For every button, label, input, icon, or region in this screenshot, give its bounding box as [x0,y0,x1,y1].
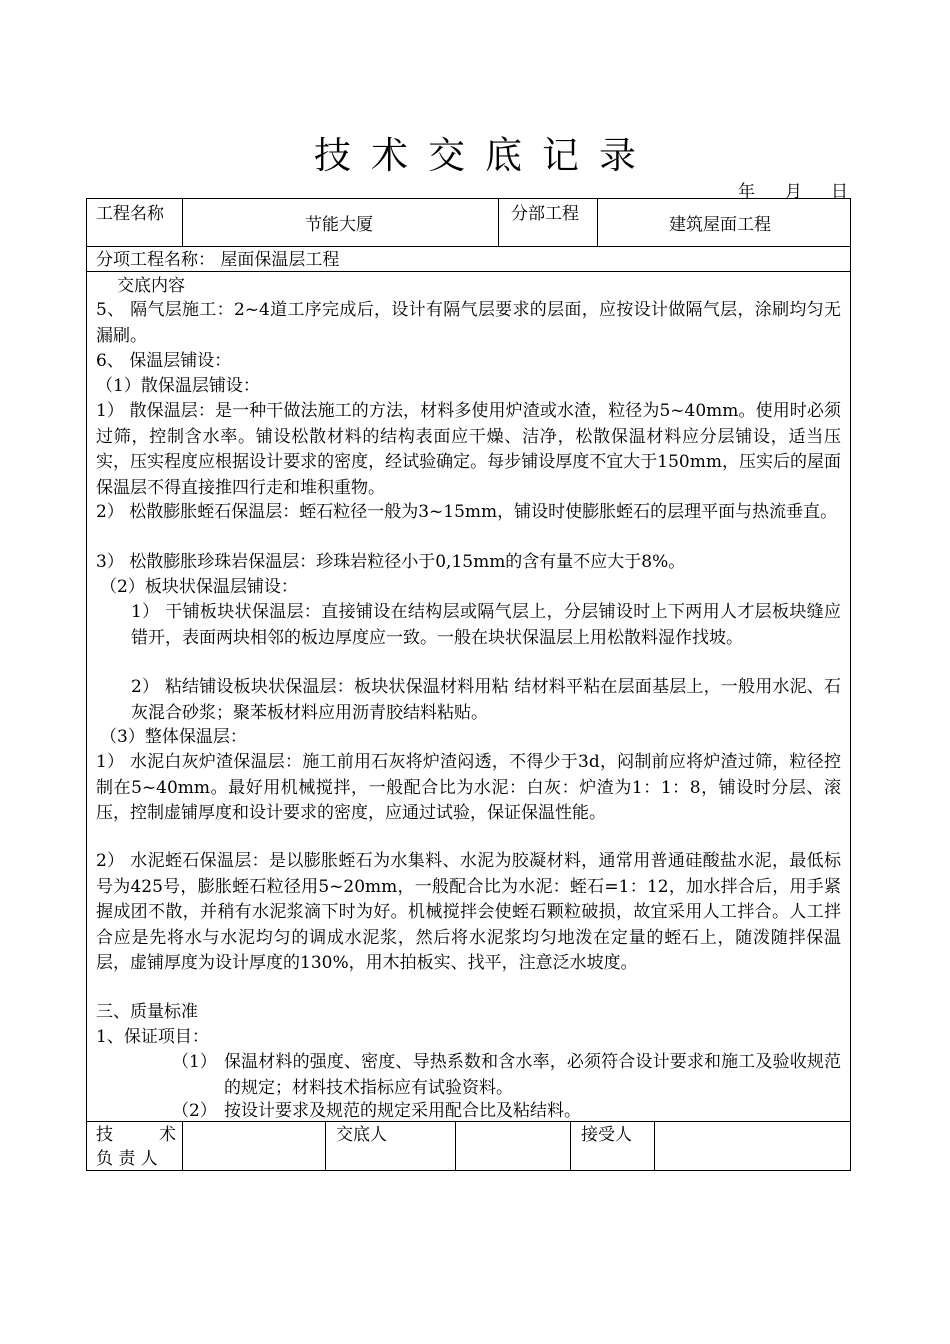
loose-insulation-1: 1） 散保温层：是一种干做法施工的方法，材料多使用炉渣或水渣，粒径为5~40mm。使用时必须过筛，控制含水率。铺设松散材料的结构表面应干燥、洁净，松散保温材料应分层铺设，适当压实，压实程度应根据设计要求的密度，经试验确定。每步铺设厚度不宜大于150mm，压实后的屋面保温层不得直接推四行走和堆积重物。 [96,401,841,498]
section-board-insulation: （2）板块状保温层铺设： [100,577,298,597]
record-table [86,198,851,1171]
tech-lead-label-3: 负 责 人 [96,1149,158,1169]
guarantee-2-number: （2） [172,1101,217,1121]
guarantee-items: 1、保证项目： [96,1027,209,1047]
date-month: 月 [785,182,802,202]
section-loose-insulation: （1）散保温层铺设： [96,376,260,396]
section-monolithic-insulation: （3）整体保温层： [100,727,247,747]
board-insulation-1: 1） 干铺板块状保温层：直接铺设在结构层或隔气层上，分层铺设时上下两用人才层板块缝应错开，表面两块相邻的板边厚度应一致。一般在块状保温层上用松散料湿作找坡。 [131,602,841,648]
division-value: 建筑屋面工程 [669,215,771,235]
division-label: 分部工程 [511,204,579,224]
guarantee-1: 保温材料的强度、密度、导热系数和含水率，必须符合设计要求和施工及验收规范的规定；材料技术指标应有试验资料。 [224,1052,841,1098]
board-insulation-2: 2） 粘结铺设板块状保温层：板块状保温材料用粘 结材料平粘在层面基层上，一般用水泥、石灰混合砂浆；聚苯板材料应用沥青胶结料粘贴。 [131,677,841,723]
monolithic-insulation-2: 2） 水泥蛭石保温层：是以膨胀蛭石为水集料、水泥为胶凝材料，通常用普通硅酸盐水泥，最低标号为425号，膨胀蛭石粒径用5~20mm，一般配合比为水泥：蛭石=1：12，加水拌合后，用手紧握成团不散，并稍有水泥浆滴下时为好。机械搅拌会使蛭石颗粒破损，故宜采用人工拌合。人工拌合应是先将水与水泥均匀的调成水泥浆，然后将水泥浆均匀地泼在定量的蛭石上，随泼随拌保温层，虚铺厚度为设计厚度的130%，用木拍板实、找平，注意泛水坡度。 [96,851,841,973]
loose-insulation-3: 3） 松散膨胀珍珠岩保温层：珍珠岩粒径小于0,15mm的含有量不应大于8%。 [96,552,686,572]
guarantee-2: 按设计要求及规范的规定采用配合比及粘结料。 [224,1101,581,1121]
document-title: 技术交底记录 [314,134,656,177]
subitem-name: 分项工程名称： 屋面保温层工程 [96,250,340,270]
discloser-label: 交底人 [336,1125,387,1145]
date-day: 日 [831,182,848,202]
receiver-label: 接受人 [581,1125,632,1145]
date-year: 年 [738,182,755,202]
content-heading: 交底内容 [117,276,185,296]
loose-insulation-2: 2） 松散膨胀蛭石保温层：蛭石粒径一般为3~15mm，铺设时使膨胀蛭石的层理平面与热流垂直。 [96,502,838,522]
tech-lead-label-2: 术 [159,1125,176,1145]
quality-heading: 三、质量标准 [96,1002,198,1022]
project-name-label: 工程名称 [96,204,164,224]
project-name-value: 节能大厦 [305,215,373,235]
item-6-insulation: 6、 保温层铺设： [96,351,232,371]
guarantee-1-number: （1） [172,1052,217,1072]
item-5-vapor-barrier: 5、 隔气层施工：2~4道工序完成后，设计有隔气层要求的层面，应按设计做隔气层，涂刷均匀无漏刷。 [96,300,841,346]
tech-lead-label-1: 技 [96,1125,113,1145]
monolithic-insulation-1: 1） 水泥白灰炉渣保温层：施工前用石灰将炉渣闷透，不得少于3d，闷制前应将炉渣过筛，粒径控制在5~40mm。最好用机械搅拌，一般配合比为水泥：白灰：炉渣为1：1：8，铺设时分层、滚压，控制虚铺厚度和设计要求的密度，应通过试验，保证保温性能。 [96,752,841,823]
